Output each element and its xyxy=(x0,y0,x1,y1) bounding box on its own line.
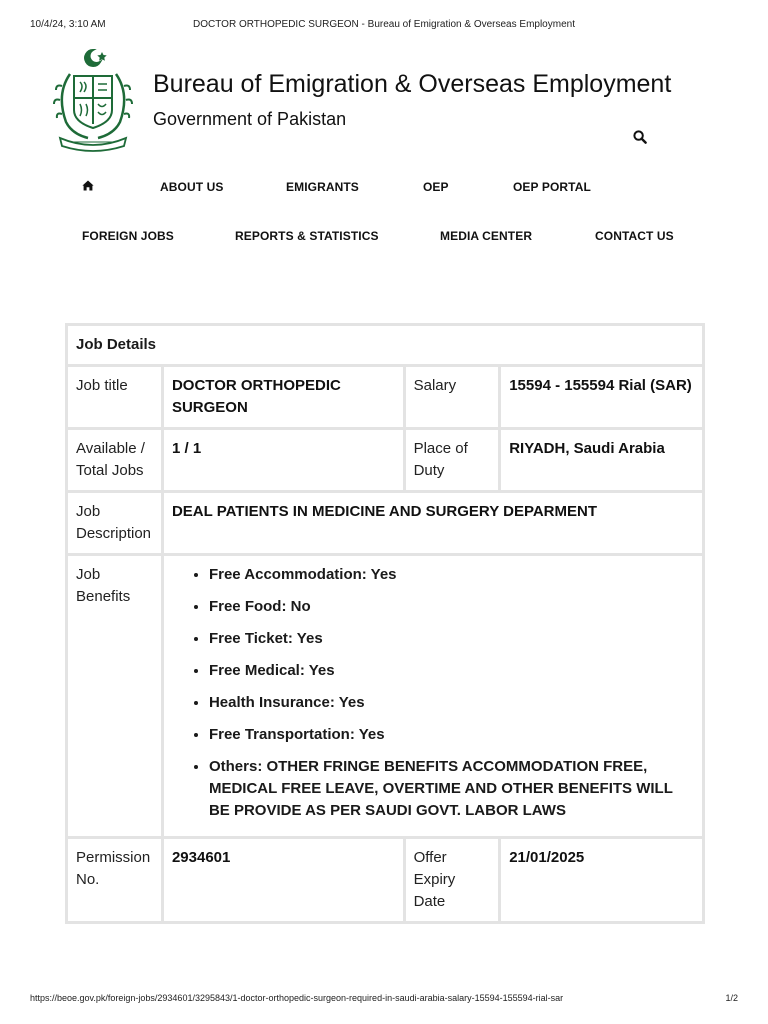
list-item: • Free Ticket: Yes xyxy=(209,628,694,650)
job-details-heading: Job Details xyxy=(67,325,704,366)
search-icon[interactable] xyxy=(633,130,647,144)
site-subtitle: Government of Pakistan xyxy=(153,109,347,129)
job-title-value: DOCTOR ORTHOPEDIC SURGEON xyxy=(162,366,404,429)
print-page-title: DOCTOR ORTHOPEDIC SURGEON - Bureau of Emigration & Overseas Employment xyxy=(193,19,575,30)
available-jobs-label: Available / Total Jobs xyxy=(67,429,163,492)
print-page-number: 1/2 xyxy=(725,993,738,1003)
available-jobs-value: 1 / 1 xyxy=(162,429,404,492)
job-description-label: Job Description xyxy=(67,492,163,555)
print-url: https://beoe.gov.pk/foreign-jobs/2934601/3295843/1-doctor-orthopedic-surgeon-required-in-saudi-arabia-salary-15594-155594-rial-sar xyxy=(30,993,564,1003)
nav-reports-statistics[interactable]: REPORTS & STATISTICS xyxy=(235,229,379,243)
print-footer xyxy=(0,993,768,1007)
place-of-duty-value: RIYADH, Saudi Arabia xyxy=(500,429,704,492)
permission-no-value: 2934601 xyxy=(162,838,404,923)
job-details-table xyxy=(65,323,705,924)
nav-contact-us[interactable]: CONTACT US xyxy=(595,229,674,243)
job-description-value: DEAL PATIENTS IN MEDICINE AND SURGERY DEPARMENT xyxy=(162,492,703,555)
nav-about-us[interactable]: ABOUT US xyxy=(160,180,224,194)
place-of-duty-label: Place of Duty xyxy=(404,429,500,492)
table-row xyxy=(67,555,704,838)
nav-oep[interactable]: OEP xyxy=(423,180,449,194)
permission-no-label: Permission No. xyxy=(67,838,163,923)
print-datetime: 10/4/24, 3:10 AM xyxy=(30,19,106,30)
list-item: • Free Food: No xyxy=(209,596,694,618)
table-row xyxy=(67,429,704,492)
job-title-label: Job title xyxy=(67,366,163,429)
list-item: • Others: OTHER FRINGE BENEFITS ACCOMMODATION FREE, MEDICAL FREE LEAVE, OVERTIME AND OTHER BENEFITS WILL BE PROVIDE AS PER SAUDI GOVT. LABOR LAWS xyxy=(209,756,694,822)
table-row xyxy=(67,366,704,429)
table-row xyxy=(67,492,704,555)
nav-oep-portal[interactable]: OEP PORTAL xyxy=(513,180,591,194)
job-benefits-label: Job Benefits xyxy=(67,555,163,838)
nav-emigrants[interactable]: EMIGRANTS xyxy=(286,180,359,194)
table-row xyxy=(67,838,704,923)
salary-value: 15594 - 155594 Rial (SAR) xyxy=(500,366,704,429)
job-benefits-cell xyxy=(162,555,703,838)
nav-foreign-jobs[interactable]: FOREIGN JOBS xyxy=(82,229,174,243)
pakistan-state-emblem xyxy=(50,46,136,152)
salary-label: Salary xyxy=(404,366,500,429)
benefits-list xyxy=(172,564,694,822)
site-title: Bureau of Emigration & Overseas Employment xyxy=(153,70,672,98)
home-icon[interactable] xyxy=(82,180,94,191)
offer-expiry-value: 21/01/2025 xyxy=(500,838,704,923)
list-item: • Free Medical: Yes xyxy=(209,660,694,682)
list-item: • Health Insurance: Yes xyxy=(209,692,694,714)
list-item: • Free Accommodation: Yes xyxy=(209,564,694,586)
offer-expiry-label: Offer Expiry Date xyxy=(404,838,500,923)
print-header xyxy=(0,19,768,33)
table-header-row xyxy=(67,325,704,366)
list-item: • Free Transportation: Yes xyxy=(209,724,694,746)
nav-media-center[interactable]: MEDIA CENTER xyxy=(440,229,533,243)
